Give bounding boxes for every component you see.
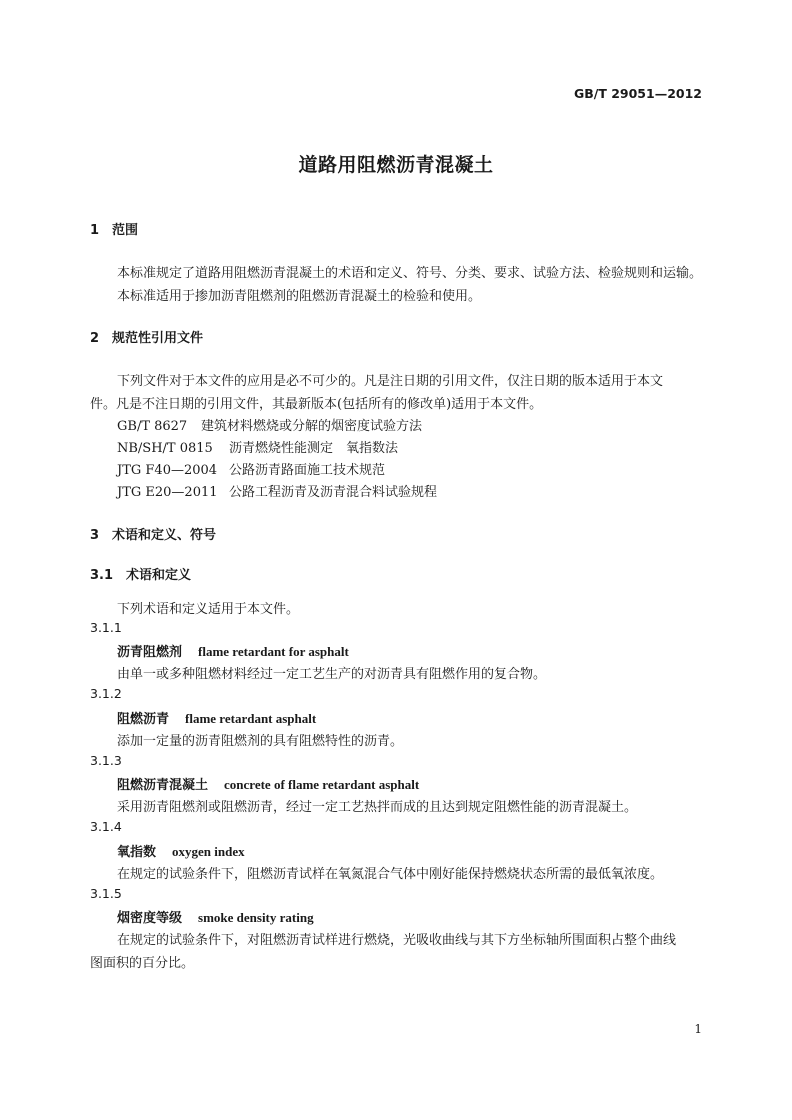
reference-code: JTG F40—2004 (117, 463, 218, 478)
term-chinese: 阻燃沥青混凝土 (117, 778, 209, 793)
subsection-3-1-heading: 3.1 术语和定义 (90, 568, 192, 583)
reference-item (117, 437, 398, 456)
term-heading (117, 907, 314, 926)
section-2-intro-line-2: 件。凡是不注日期的引用文件，其最新版本(包括所有的修改单)适用于本文件。 (90, 397, 543, 412)
term-english: flame retardant asphalt (185, 711, 317, 726)
reference-title: 公路工程沥青及沥青混合料试验规程 (229, 485, 438, 500)
section-1-paragraph-1: 本标准规定了道路用阻燃沥青混凝土的术语和定义、符号、分类、要求、试验方法、检验规则和运输。 (117, 266, 703, 281)
section-1-heading: 1 范围 (90, 223, 139, 238)
reference-title: 建筑材料燃烧或分解的烟密度试验方法 (201, 419, 423, 434)
term-chinese: 氧指数 (117, 845, 157, 860)
term-definition: 添加一定量的沥青阻燃剂的具有阻燃特性的沥青。 (117, 734, 404, 749)
page-number: 1 (694, 1022, 702, 1036)
term-definition-continued: 图面积的百分比。 (90, 956, 195, 971)
term-number: 3.1.2 (90, 686, 122, 701)
term-number: 3.1.3 (90, 753, 122, 768)
term-chinese: 沥青阻燃剂 (117, 645, 183, 660)
section-2-intro-line-1: 下列文件对于本文件的应用是必不可少的。凡是注日期的引用文件，仅注日期的版本适用于本文 (117, 374, 664, 389)
term-english: flame retardant for asphalt (198, 644, 349, 659)
section-3-heading: 3 术语和定义、符号 (90, 528, 217, 543)
term-heading (117, 708, 316, 727)
reference-code: NB/SH/T 0815 (117, 441, 213, 456)
reference-code: GB/T 8627 (117, 419, 188, 434)
term-definition: 由单一或多种阻燃材料经过一定工艺生产的对沥青具有阻燃作用的复合物。 (117, 667, 547, 682)
term-number: 3.1.5 (90, 886, 122, 901)
section-2-heading: 2 规范性引用文件 (90, 331, 204, 346)
term-english: smoke density rating (198, 910, 314, 925)
reference-item (117, 459, 385, 478)
reference-code: JTG E20—2011 (117, 485, 218, 500)
term-definition: 在规定的试验条件下，对阻燃沥青试样进行燃烧，光吸收曲线与其下方坐标轴所围面积占整个曲线 (117, 933, 677, 948)
section-1-paragraph-2: 本标准适用于掺加沥青阻燃剂的阻燃沥青混凝土的检验和使用。 (117, 289, 482, 304)
reference-title: 公路沥青路面施工技术规范 (229, 463, 386, 478)
term-number: 3.1.1 (90, 620, 122, 635)
term-english: oxygen index (172, 844, 245, 859)
reference-title: 沥青燃烧性能测定 氧指数法 (229, 441, 399, 456)
term-chinese: 烟密度等级 (117, 911, 183, 926)
term-english: concrete of flame retardant asphalt (224, 777, 420, 792)
subsection-3-1-intro: 下列术语和定义适用于本文件。 (117, 602, 300, 617)
term-chinese: 阻燃沥青 (117, 712, 170, 727)
term-heading (117, 841, 245, 860)
standard-code: GB/T 29051—2012 (573, 86, 702, 101)
term-definition: 在规定的试验条件下，阻燃沥青试样在氧氮混合气体中刚好能保持燃烧状态所需的最低氧浓度。 (117, 867, 664, 882)
reference-item (117, 415, 422, 434)
document-title: 道路用阻燃沥青混凝土 (298, 154, 494, 176)
term-heading (117, 774, 419, 793)
term-definition: 采用沥青阻燃剂或阻燃沥青，经过一定工艺热拌而成的且达到规定阻燃性能的沥青混凝土。 (117, 800, 638, 815)
term-number: 3.1.4 (90, 819, 122, 834)
term-heading (117, 641, 349, 660)
reference-item (117, 481, 437, 500)
